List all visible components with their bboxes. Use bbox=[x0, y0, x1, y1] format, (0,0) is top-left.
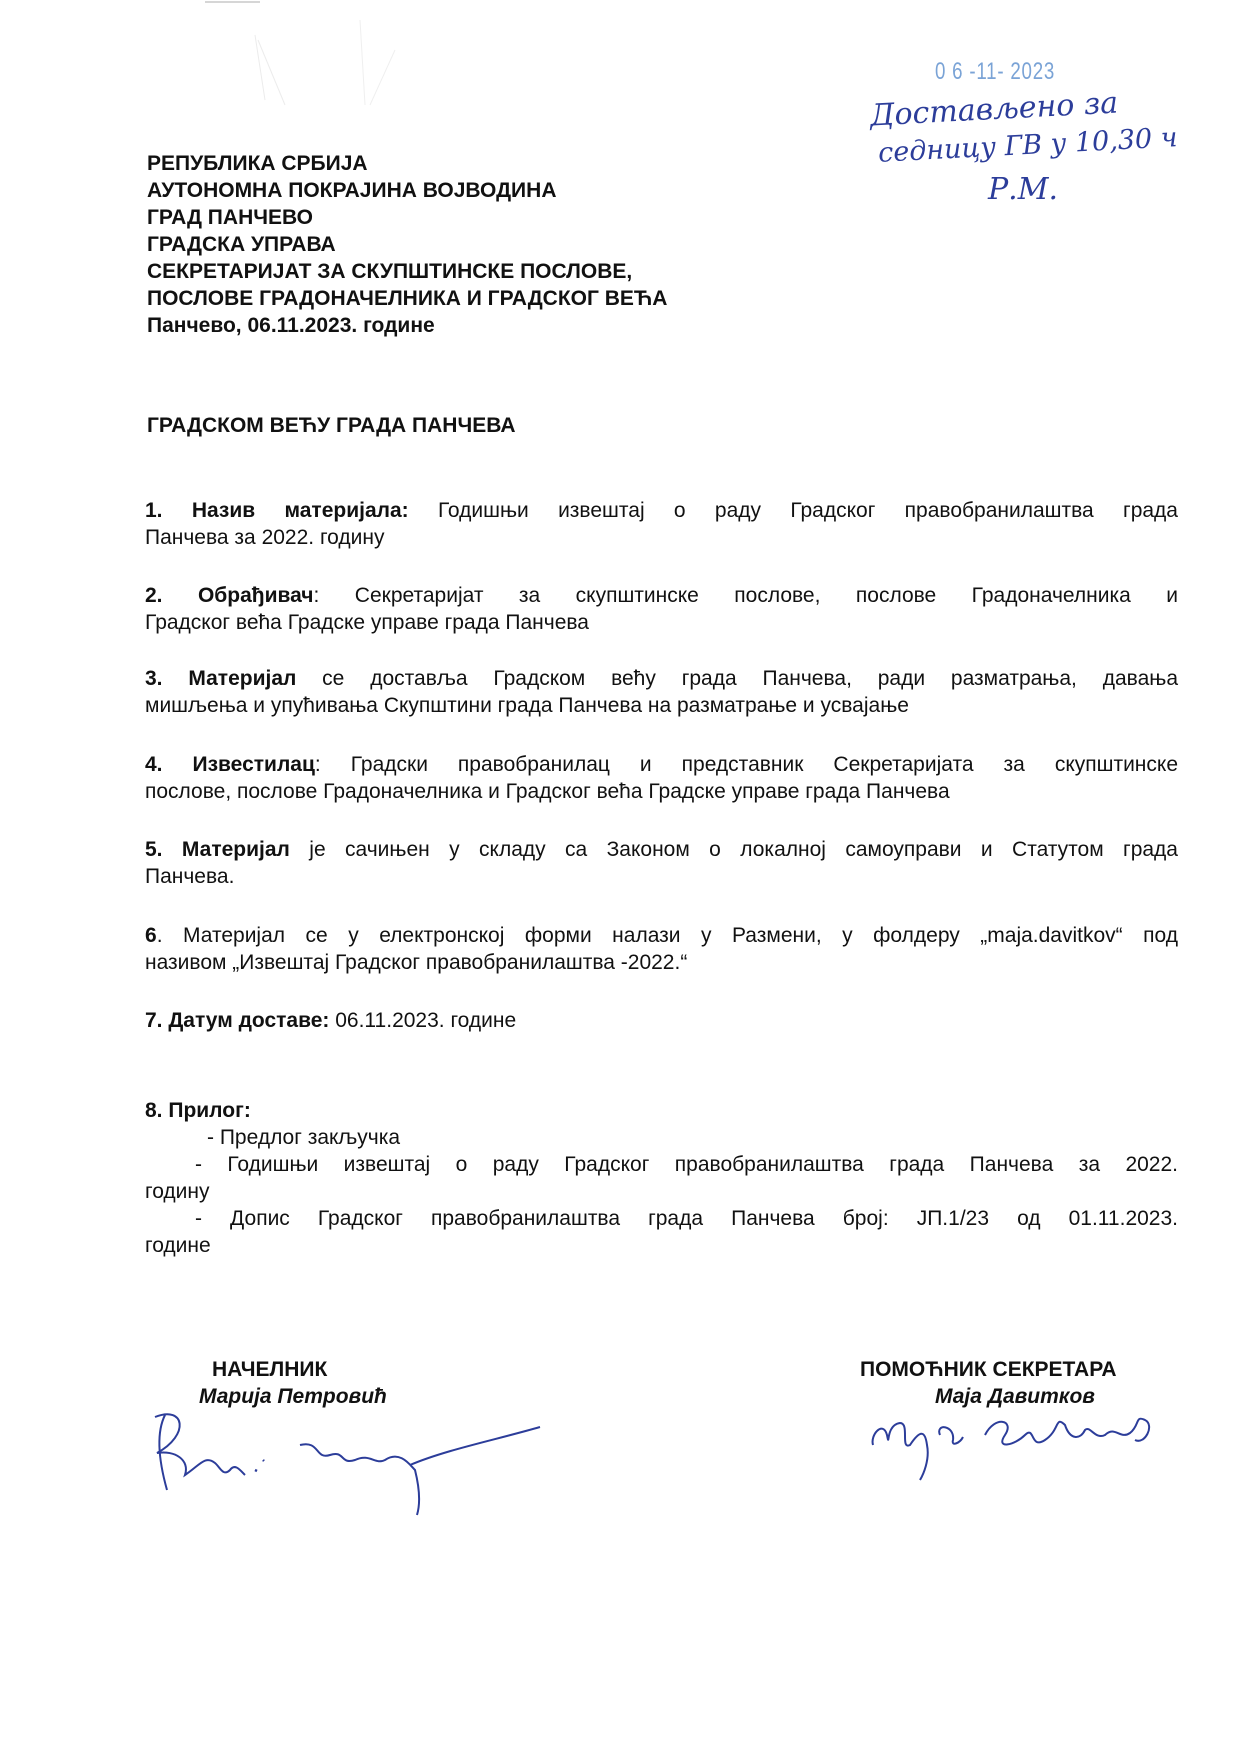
item-text: Годишњи извештај о раду Градског правобранилаштва града bbox=[408, 499, 1178, 522]
item-text: 06.11.2023. године bbox=[329, 1009, 517, 1032]
attachments-section bbox=[145, 1097, 1178, 1259]
handwritten-note-initials: Р.М. bbox=[988, 172, 1058, 207]
item-text: . Материјал се у електронској форми налази у Размени, у фолдеру „maja.davitkov“ под bbox=[156, 924, 1178, 947]
item-text-cont: послове, послове Градоначелника и Градског већа Градске управе града Панчева bbox=[145, 780, 950, 803]
signatory-name-assistant: Маја Давитков bbox=[935, 1385, 1095, 1408]
item-label: 1. Назив материјала: bbox=[145, 499, 409, 522]
item-delivery-date bbox=[145, 1007, 1178, 1034]
item-text-cont: називом „Извештај Градског правобранилаштва -2022.“ bbox=[145, 951, 688, 974]
item-text: : Градски правобранилац и представник Секретаријата за скупштинске bbox=[314, 753, 1179, 776]
header-secretariat-line-1: СЕКРЕТАРИЈАТ ЗА СКУПШТИНСКЕ ПОСЛОВЕ, bbox=[147, 260, 633, 283]
item-material-delivery bbox=[145, 665, 1178, 719]
received-date-stamp: 0 6 -11- 2023 bbox=[935, 58, 1056, 85]
item-electronic-location bbox=[145, 922, 1178, 976]
item-text-cont: Градског већа Градске управе града Панчева bbox=[145, 611, 589, 634]
handwritten-note-line-1: Достављено за bbox=[869, 85, 1119, 134]
handwritten-signature-assistant bbox=[865, 1405, 1185, 1485]
attachment-item: - Предлог закључка bbox=[207, 1126, 401, 1149]
header-province: АУТОНОМНА ПОКРАЈИНА ВОЈВОДИНА bbox=[147, 179, 557, 202]
header-secretariat-line-2: ПОСЛОВЕ ГРАДОНАЧЕЛНИКА И ГРАДСКОГ ВЕЋА bbox=[147, 287, 668, 310]
item-label: 7. Датум доставе: bbox=[145, 1009, 330, 1032]
item-text: је сачињен у складу са Законом о локалној самоуправи и Статутом града bbox=[289, 838, 1178, 861]
recipient-heading: ГРАДСКОМ ВЕЋУ ГРАДА ПАНЧЕВА bbox=[147, 414, 516, 437]
signatory-title-head: НАЧЕЛНИК bbox=[212, 1358, 328, 1381]
item-legal-basis bbox=[145, 836, 1178, 890]
item-label: 6 bbox=[145, 924, 157, 947]
signatory-name-head: Марија Петровић bbox=[199, 1385, 387, 1408]
item-label: 5. Материјал bbox=[145, 838, 290, 861]
item-text-cont: мишљења и упућивања Скупштини града Панчева на разматрање и усвајање bbox=[145, 694, 909, 717]
item-reporter bbox=[145, 751, 1178, 805]
header-administration: ГРАДСКА УПРАВА bbox=[147, 233, 336, 256]
handwritten-note-line-2: седницу ГВ у 10,30 ч bbox=[877, 122, 1179, 169]
attachment-item: - Годишњи извештај о раду Градског правобранилаштва града Панчева за 2022. bbox=[195, 1153, 1178, 1176]
attachment-item-cont: годину bbox=[145, 1180, 210, 1203]
attachment-item-cont: године bbox=[145, 1234, 211, 1257]
signatory-title-assistant: ПОМОЋНИК СЕКРЕТАРА bbox=[860, 1358, 1117, 1381]
item-text-cont: Панчева за 2022. годину bbox=[145, 526, 385, 549]
item-label: 4. Известилац bbox=[145, 753, 315, 776]
item-material-name bbox=[145, 497, 1178, 551]
item-label: 2. Обрађивач bbox=[145, 584, 314, 607]
header-place-date: Панчево, 06.11.2023. године bbox=[147, 314, 435, 337]
document-header bbox=[147, 150, 667, 339]
item-processor bbox=[145, 582, 1178, 636]
header-country: РЕПУБЛИКА СРБИЈА bbox=[147, 152, 368, 175]
item-text-cont: Панчева. bbox=[145, 865, 235, 888]
handwritten-signature-head bbox=[145, 1405, 545, 1520]
item-text: : Секретаријат за скупштинске послове, послове Градоначелника и bbox=[313, 584, 1178, 607]
scan-artifact-marks bbox=[200, 0, 400, 110]
item-label: 3. Материјал bbox=[145, 667, 297, 690]
item-text: се доставља Градском већу града Панчева, ради разматрања, давања bbox=[296, 667, 1178, 690]
header-city: ГРАД ПАНЧЕВО bbox=[147, 206, 313, 229]
attachment-item: - Допис Градског правобранилаштва града Панчева број: ЈП.1/23 од 01.11.2023. bbox=[195, 1207, 1178, 1230]
attachments-label: 8. Прилог: bbox=[145, 1099, 251, 1122]
